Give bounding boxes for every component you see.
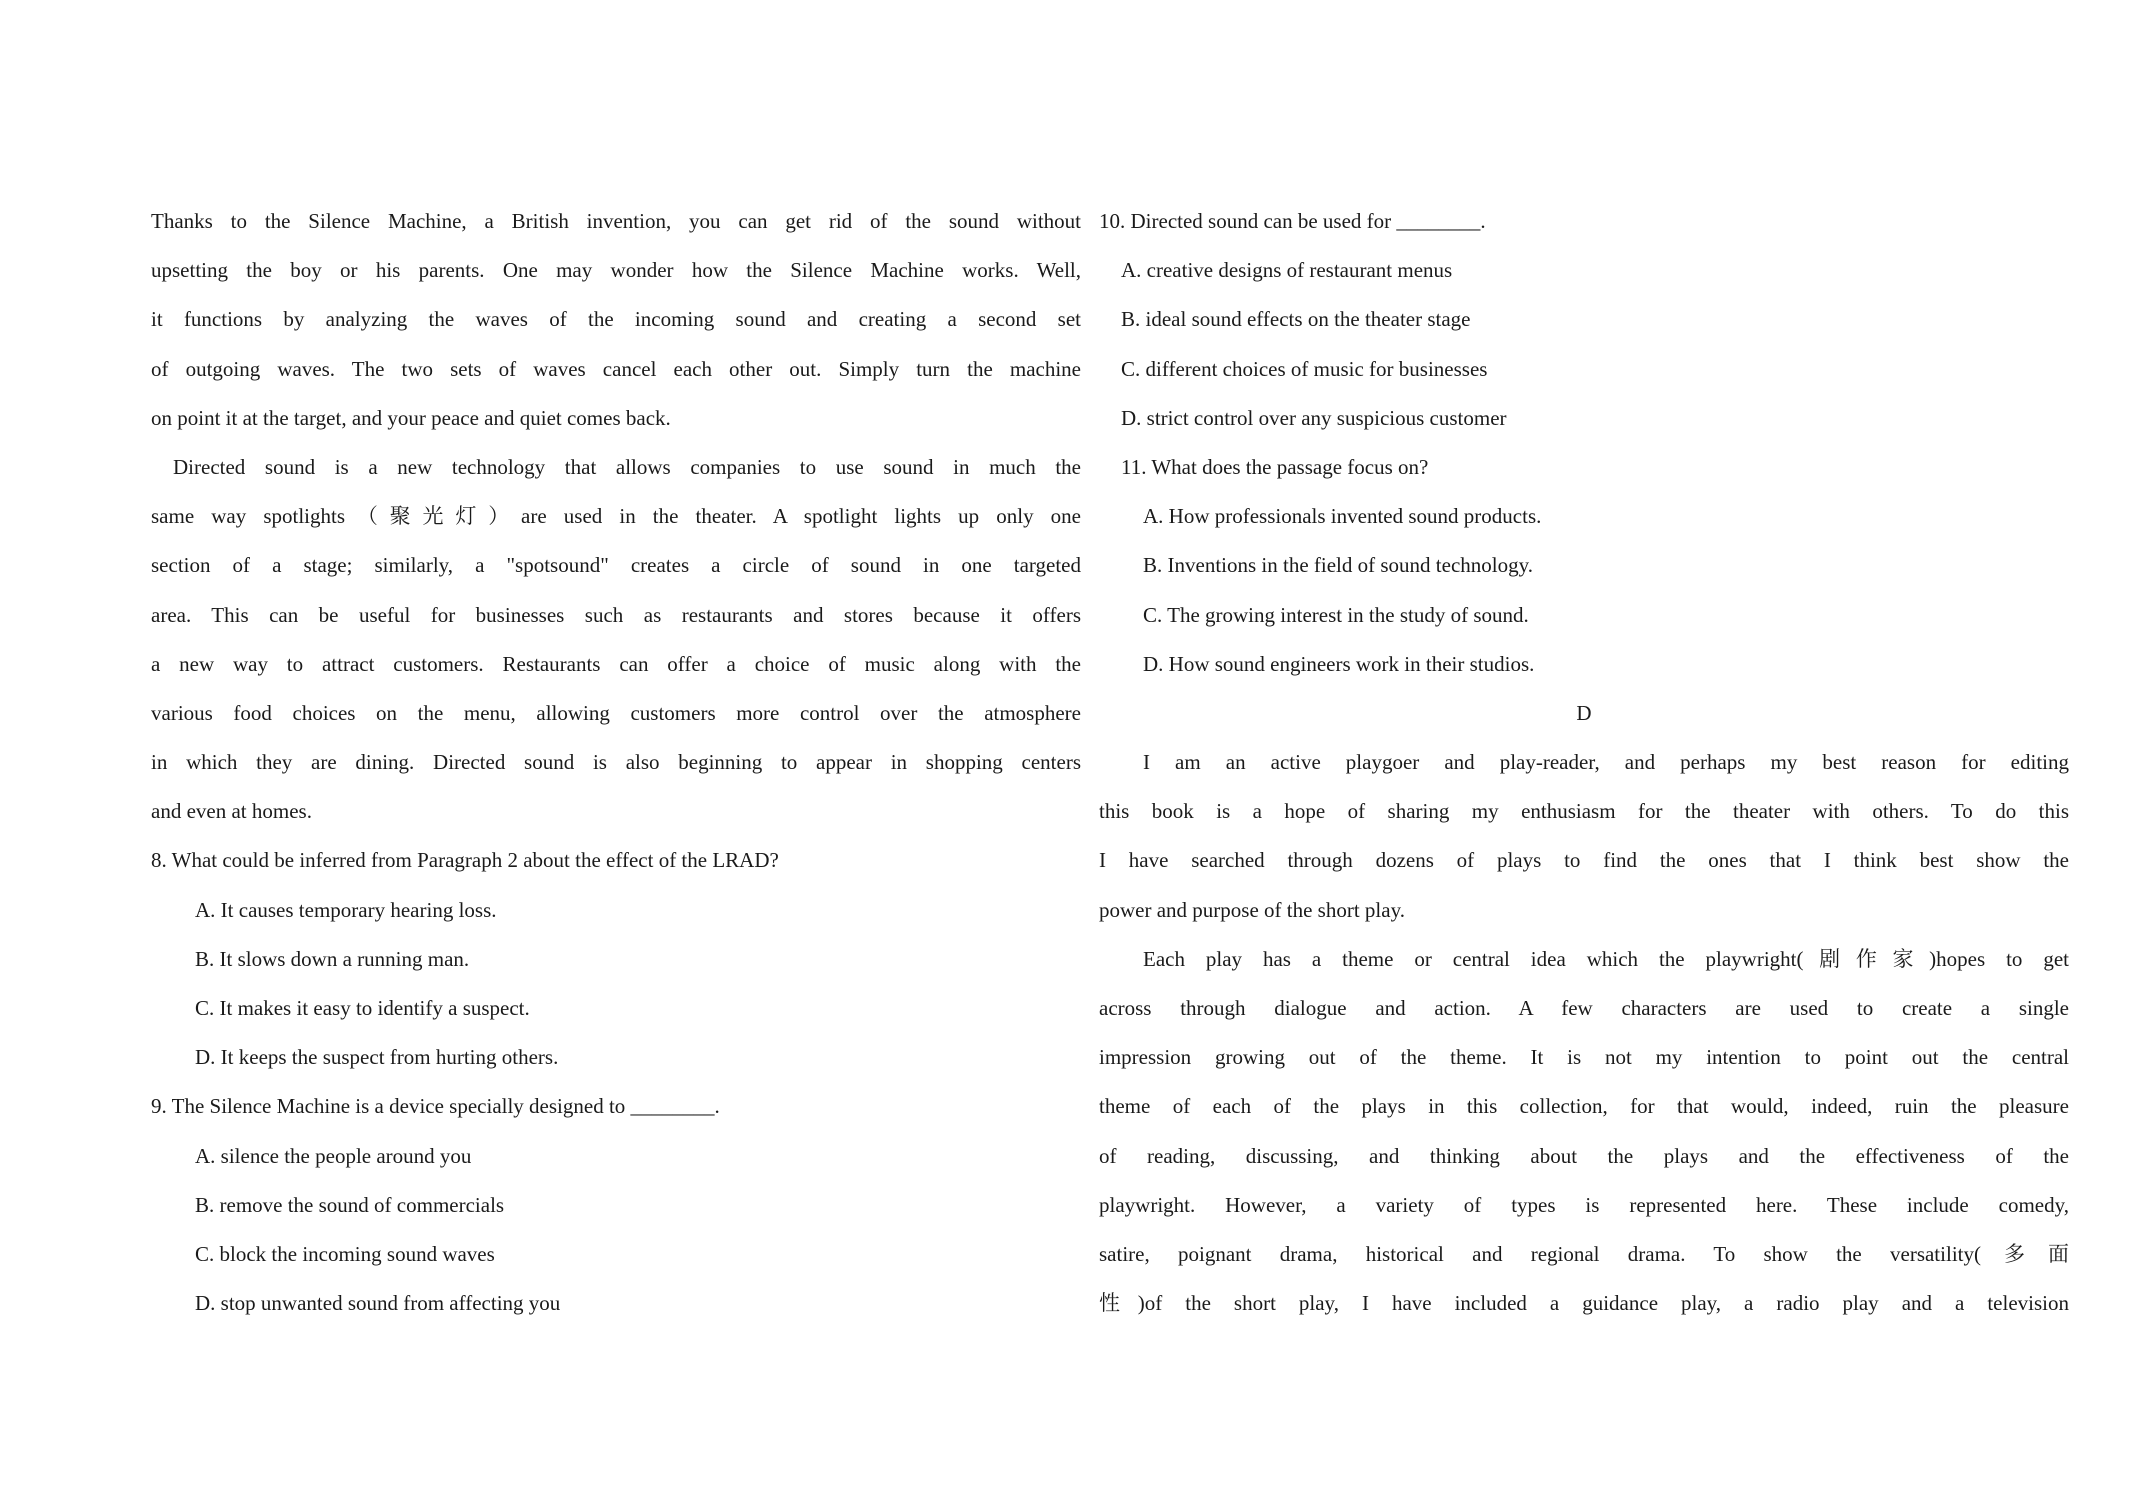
text-line: I have searched through dozens of plays to find the ones that I think best show the <box>1099 848 2069 873</box>
question-8 <box>151 836 1081 1082</box>
text-line: across through dialogue and action. A few characters are used to create a single <box>1099 996 2069 1020</box>
text-line: theme of each of the plays in this collection, for that would, indeed, ruin the pleasure <box>1099 1094 2069 1119</box>
question-stem: 11. What does the passage focus on? <box>1121 454 1429 479</box>
answer-option: D. It keeps the suspect from hurting others. <box>195 1045 559 1070</box>
answer-option: C. It makes it easy to identify a suspect. <box>195 996 530 1020</box>
answer-option: D. How sound engineers work in their studios. <box>1143 651 1535 676</box>
answer-option: D. strict control over any suspicious customer <box>1121 405 1507 430</box>
question-stem: 8. What could be inferred from Paragraph 2 about the effect of the LRAD? <box>151 848 779 873</box>
passage-paragraph-1 <box>151 197 1081 443</box>
text-line: this book is a hope of sharing my enthusiasm for the theater with others. To do this <box>1099 799 2069 824</box>
text-line: same way spotlights（聚光灯）are used in the theater. A spotlight lights up only one <box>151 504 1081 529</box>
question-stem: 10. Directed sound can be used for ________. <box>1099 209 1486 233</box>
passage-paragraph-2 <box>151 443 1081 837</box>
text-line: on point it at the target, and your peace and quiet comes back. <box>151 405 671 430</box>
text-line: and even at homes. <box>151 799 312 824</box>
answer-option: A. creative designs of restaurant menus <box>1121 258 1453 283</box>
left-column <box>151 197 1081 1328</box>
text-line: in which they are dining. Directed sound is also beginning to appear in shopping centers <box>151 750 1081 775</box>
text-line: section of a stage; similarly, a "spotsound" creates a circle of sound in one targeted <box>151 553 1081 578</box>
answer-option: A. How professionals invented sound products. <box>1143 504 1542 529</box>
answer-option: D. stop unwanted sound from affecting you <box>195 1291 561 1316</box>
question-10 <box>1099 197 2069 443</box>
section-heading: D <box>1576 700 1592 725</box>
text-line: satire, poignant drama, historical and regional drama. To show the versatility(多面 <box>1099 1241 2069 1266</box>
question-9 <box>151 1082 1081 1328</box>
text-line: power and purpose of the short play. <box>1099 897 1405 922</box>
answer-option: B. ideal sound effects on the theater stage <box>1121 307 1471 332</box>
answer-option: B. Inventions in the field of sound technology. <box>1143 553 1533 578</box>
text-line: playwright. However, a variety of types is represented here. These include comedy, <box>1099 1192 2069 1217</box>
text-line: Directed sound is a new technology that allows companies to use sound in much the <box>173 454 1081 479</box>
answer-option: A. silence the people around you <box>195 1143 472 1168</box>
text-line: of outgoing waves. The two sets of waves cancel each other out. Simply turn the machine <box>151 356 1081 381</box>
passage-d-paragraph-1 <box>1099 738 2069 935</box>
text-line: I am an active playgoer and play-reader, and perhaps my best reason for editing <box>1143 750 2069 775</box>
answer-option: A. It causes temporary hearing loss. <box>195 897 497 922</box>
answer-option: B. remove the sound of commercials <box>195 1192 505 1217</box>
passage-d-paragraph-2 <box>1099 935 2069 1329</box>
answer-option: C. The growing interest in the study of sound. <box>1143 602 1529 627</box>
text-line: it functions by analyzing the waves of the incoming sound and creating a second set <box>151 307 1081 332</box>
text-line: upsetting the boy or his parents. One may wonder how the Silence Machine works. Well, <box>151 258 1081 283</box>
answer-option: B. It slows down a running man. <box>195 946 470 971</box>
text-line: Each play has a theme or central idea which the playwright(剧作家)hopes to get <box>1143 946 2069 971</box>
question-stem: 9. The Silence Machine is a device specially designed to ________. <box>151 1094 720 1119</box>
text-line: a new way to attract customers. Restaurants can offer a choice of music along with the <box>151 651 1081 676</box>
text-line: Thanks to the Silence Machine, a British invention, you can get rid of the sound without <box>151 209 1081 233</box>
question-11 <box>1099 443 2069 689</box>
right-column <box>1099 197 2069 1328</box>
text-line: impression growing out of the theme. It is not my intention to point out the central <box>1099 1045 2069 1070</box>
answer-option: C. different choices of music for businesses <box>1121 356 1488 381</box>
text-line: area. This can be useful for businesses such as restaurants and stores because it offers <box>151 602 1081 627</box>
text-line: various food choices on the menu, allowing customers more control over the atmosphere <box>151 700 1081 725</box>
text-line: of reading, discussing, and thinking about the plays and the effectiveness of the <box>1099 1143 2069 1168</box>
answer-option: C. block the incoming sound waves <box>195 1241 495 1266</box>
text-line: 性)of the short play, I have included a guidance play, a radio play and a television <box>1099 1291 2069 1316</box>
